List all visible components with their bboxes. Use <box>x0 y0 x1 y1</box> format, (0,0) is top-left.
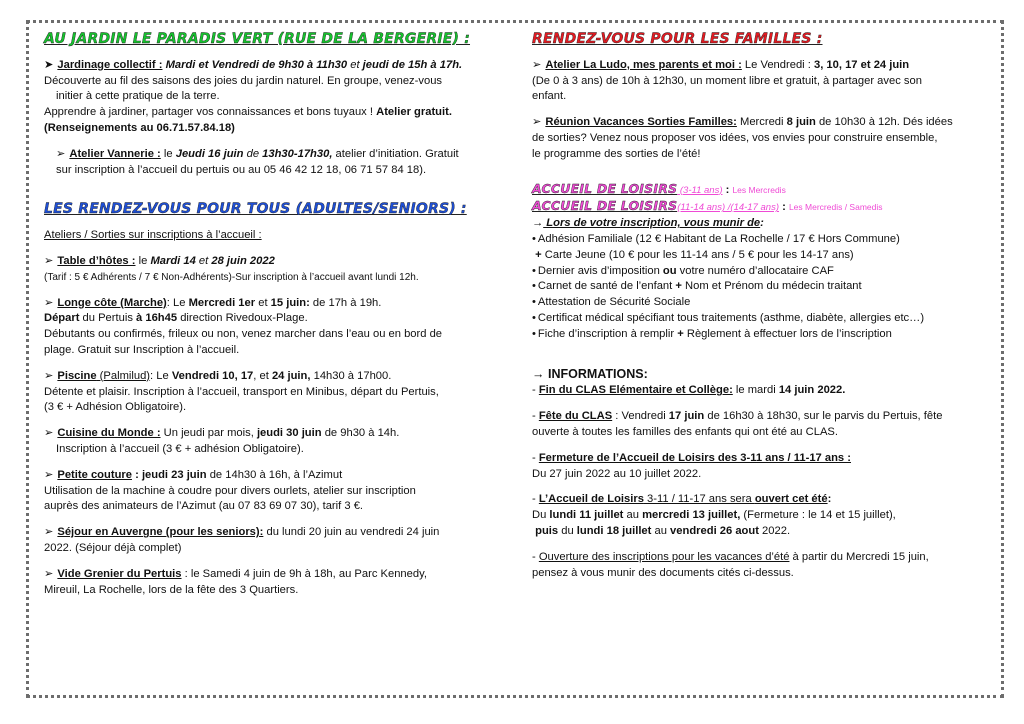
cuisine-item: ➢ Cuisine du Monde : Un jeudi par mois, jeudi 30 juin de 9h30 à 14h. Inscription à l’accueil (3 € + adhésion Obligatoire). <box>44 427 400 455</box>
list-item: • Fiche d’inscription à remplir + Règlement à effectuer lors de l’inscription <box>532 327 892 340</box>
jardinage-item: ➤ Jardinage collectif : Mardi et Vendredi de 9h30 à 11h30 et jeudi de 15h à 17h. Découverte au fil des saisons des joies du jardin naturel. En groupe, venez-vous initier à cette pratique de la terre. Apprendre à jardiner, partager vos connaissances et bons tuyaux ! Atelier gratuit. (Renseignements au 06.71.57.84.18) <box>44 58 463 134</box>
arrow-bullet-icon: ➢ <box>56 147 66 160</box>
vide-grenier-item: ➢ Vide Grenier du Pertuis : le Samedi 4 juin de 9h à 18h, au Parc Kennedy, Mireuil, La Rochelle, lors de la fête des 3 Quartiers. <box>44 567 427 596</box>
informations-title: → INFORMATIONS: <box>532 366 648 381</box>
familles-section-title: RENDEZ-VOUS POUR LES FAMILLES : <box>532 31 823 47</box>
left-column <box>44 32 502 608</box>
list-item: • Carnet de santé de l’enfant + Nom et Prénom du médecin traitant <box>532 280 862 293</box>
piscine-item: ➢ Piscine (Palmilud): Le Vendredi 10, 17, et 24 juin, 14h30 à 17h00. Détente et plaisir. Inscription à l’accueil, transport en Minibus, départ du Pertuis, (3 € + Adhésion Obligatoire). <box>44 369 439 414</box>
arrow-bullet-icon: ➢ <box>44 468 54 481</box>
table-hotes-item: ➢ Table d’hôtes : le Mardi 14 et 28 juin 2022 (Tarif : 5 € Adhérents / 7 € Non-Adhérents)-Sur inscription à l’accueil avant lundi 12h. <box>44 254 419 283</box>
diamond-bullet-icon: • <box>532 264 536 277</box>
list-item: • Adhésion Familiale (12 € Habitant de La Rochelle / 17 € Hors Commune) <box>532 232 900 245</box>
list-item: + Carte Jeune (10 € pour les 11-14 ans / 5 € pour les 14-17 ans) <box>535 248 854 261</box>
petite-couture-item: ➢ Petite couture : jeudi 23 juin de 14h30 à 16h, à l’Azimut Utilisation de la machine à coudre pour divers ourlets, atelier sur inscription auprès des animateurs de l’Azimut (au 07 83 69 07 30), tarif 3 €. <box>44 468 416 513</box>
arrow-bullet-icon: ➢ <box>532 116 542 129</box>
arrow-bullet-icon: ➢ <box>44 369 54 382</box>
clas-end-item: - Fin du CLAS Elémentaire et Collège: le mardi 14 juin 2022. <box>532 384 846 397</box>
diamond-bullet-icon: • <box>532 232 536 245</box>
reunion-item: ➢ Réunion Vacances Sorties Familles: Mercredi 8 juin de 10h30 à 12h. Dés idées de sorties? Venez nous proposer vos idées, vos envies pour construire ensemble, le programme des sorties de l’été! <box>532 116 953 160</box>
diamond-bullet-icon: • <box>532 296 536 309</box>
fete-clas-item: - Fête du CLAS : Vendredi 17 juin de 16h30 à 18h30, sur le parvis du Pertuis, fête ouverte à toutes les familles des enfants qui ont été au CLAS. <box>532 410 943 438</box>
fermeture-item: - Fermeture de l’Accueil de Loisirs des 3-11 ans / 11-17 ans : Du 27 juin 2022 au 10 juillet 2022. <box>532 451 851 480</box>
diamond-bullet-icon: • <box>532 327 536 340</box>
sejour-item: ➢ Séjour en Auvergne (pour les seniors): du lundi 20 juin au vendredi 24 juin 2022. (Séjour déjà complet) <box>44 526 440 554</box>
arrow-bullet-icon: ➢ <box>44 567 54 580</box>
ateliers-intro: Ateliers / Sorties sur inscriptions à l’accueil : <box>44 229 262 242</box>
arrow-bullet-icon: ➢ <box>44 526 54 539</box>
inscription-list: → Lors de votre inscription, vous munir de: • Adhésion Familiale (12 € Habitant de La Rochelle / 17 € Hors Commune) + Carte Jeune (10 € pour les 11-14 ans / 5 € pour les 14-17 ans) • Dernier avis d’imposition ou votre numéro d’allocataire CAF • Carnet de santé de l’enfant + Nom et Prénom du médecin traitant • Attestation de Sécurité Sociale • Certificat médical spécifiant tous traitements (asthme, diabète, allergies etc…) • Fiche d’inscription à remplir + Règlement à effectuer lors de l’inscription <box>532 216 986 342</box>
vannerie-item: ➢ Atelier Vannerie : le Jeudi 16 juin de 13h30-17h30, atelier d’initiation. Gratuit sur inscription à l’accueil du pertuis ou au 05 46 42 12 18, 06 71 57 84 18). <box>56 147 459 176</box>
inscriptions-vacances-item: - Ouverture des inscriptions pour les vacances d’été à partir du Mercredi 15 juin, pensez à vous munir des documents cités ci-dessus. <box>532 550 929 579</box>
arrow-bullet-icon: ➢ <box>44 296 54 309</box>
list-item: • Dernier avis d’imposition ou votre numéro d’allocataire CAF <box>532 264 834 277</box>
jardinage-label: Jardinage collectif : <box>57 58 163 71</box>
arrow-bullet-icon: ➢ <box>532 58 542 71</box>
diamond-bullet-icon: • <box>532 311 536 324</box>
rendez-vous-tous-title: LES RENDEZ-VOUS POUR TOUS (ADULTES/SENIORS) : <box>44 201 467 218</box>
arrow-bullet-icon: ➤ <box>44 58 54 71</box>
longe-cote-item: ➢ Longe côte (Marche): Le Mercredi 1er et 15 juin: de 17h à 19h. Départ du Pertuis à 16h45 direction Rivedoux-Plage. Débutants ou confirmés, frileux ou non, venez marcher dans l’eau ou en bord de plage. Gratuit sur Inscription à l’accueil. <box>44 296 443 356</box>
loisirs-3-11-heading: ACCUEIL DE LOISIRS (3-11 ans) : Les Mercredis <box>532 180 786 196</box>
right-arrow-icon: → <box>532 217 544 230</box>
right-column <box>532 32 986 591</box>
jardin-section-title: AU JARDIN LE PARADIS VERT (RUE DE LA BERGERIE) : <box>44 31 471 47</box>
list-item: • Attestation de Sécurité Sociale <box>532 296 691 309</box>
arrow-bullet-icon: ➢ <box>44 254 54 267</box>
diamond-bullet-icon: • <box>532 280 536 293</box>
ouverture-ete-item: - L’Accueil de Loisirs 3-11 / 11-17 ans sera ouvert cet été: Du lundi 11 juillet au mercredi 13 juillet, (Fermeture : le 14 et 15 juillet), puis du lundi 18 juillet au vendredi 26 aout 2022. <box>532 493 896 537</box>
list-item: • Certificat médical spécifiant tous traitements (asthme, diabète, allergies etc…) <box>532 311 925 324</box>
arrow-bullet-icon: ➢ <box>44 427 54 440</box>
ludo-item: ➢ Atelier La Ludo, mes parents et moi : Le Vendredi : 3, 10, 17 et 24 juin (De 0 à 3 ans) de 10h à 12h30, un moment libre et gratuit, à partager avec son enfant. <box>532 58 922 103</box>
loisirs-11-17-heading: ACCUEIL DE LOISIRS(11-14 ans) /(14-17 ans) : Les Mercredis / Samedis <box>532 198 883 214</box>
